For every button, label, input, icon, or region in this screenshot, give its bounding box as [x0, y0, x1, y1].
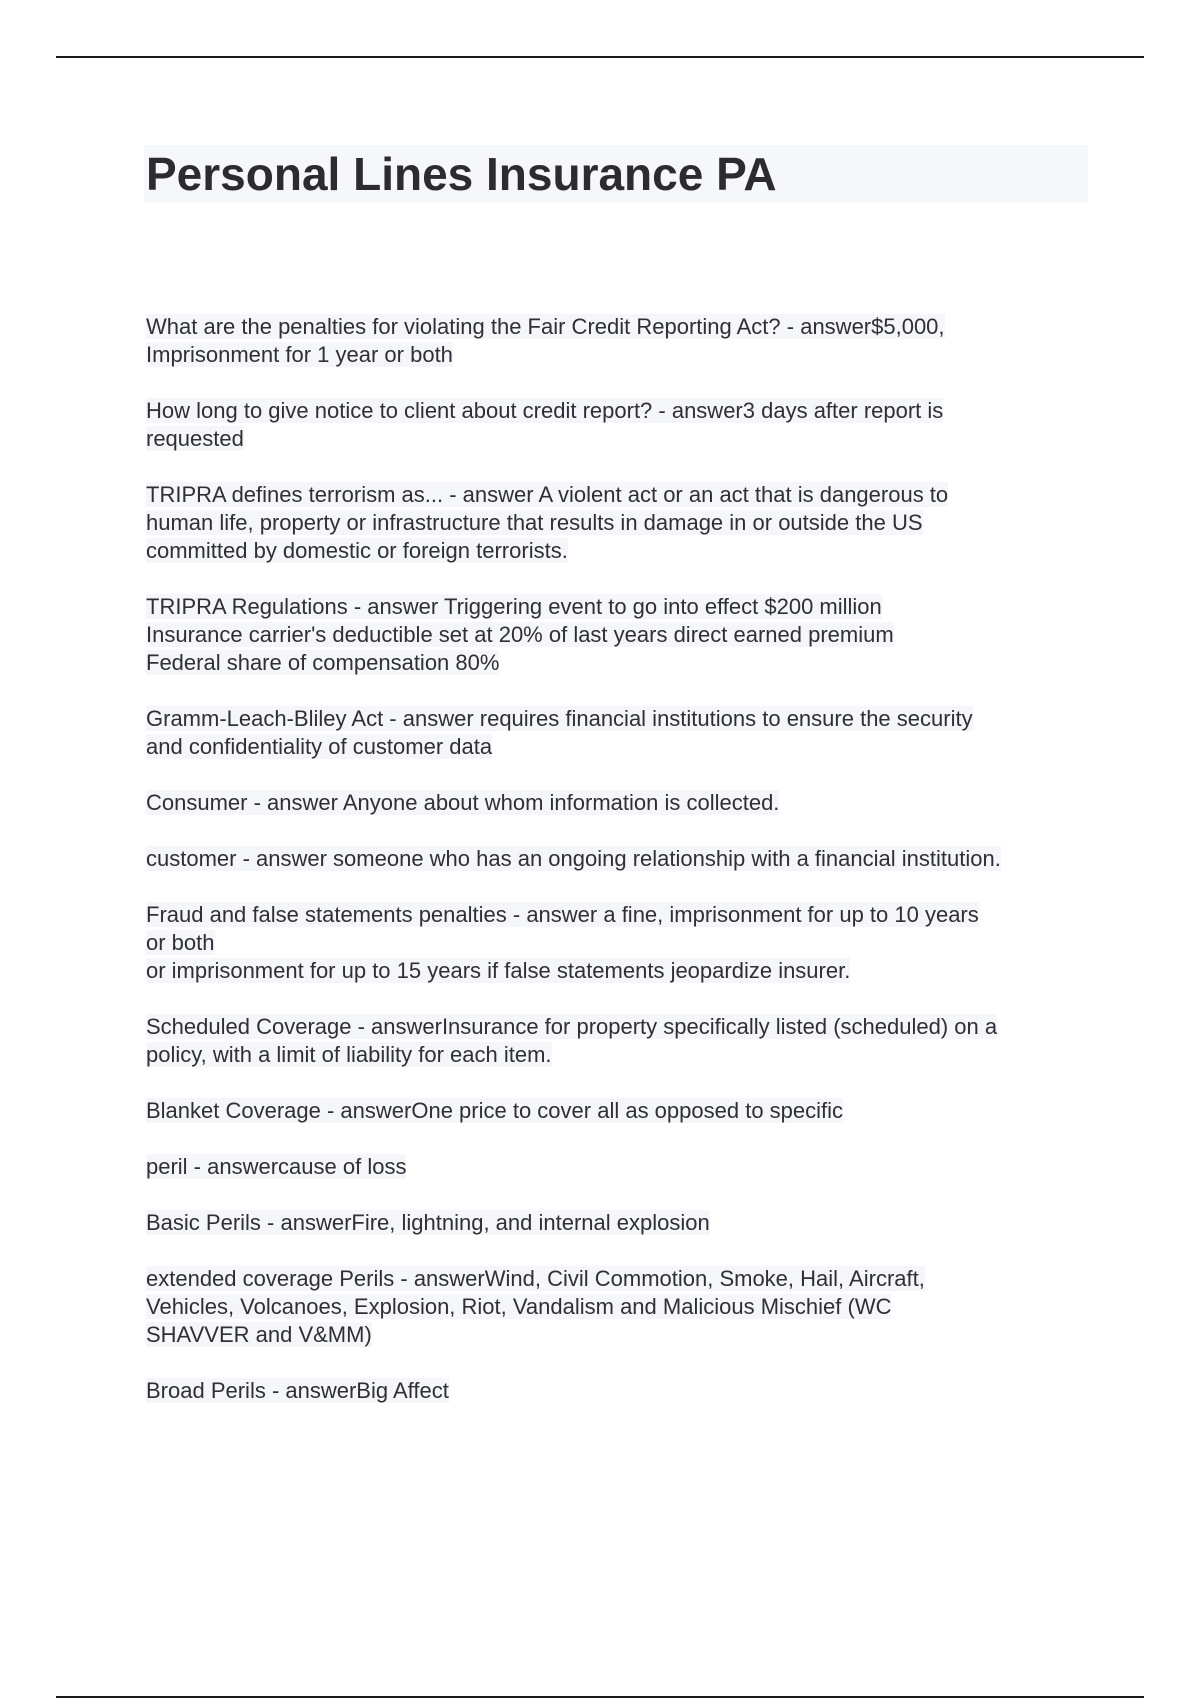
qa-item — [146, 481, 1096, 565]
qa-item — [146, 397, 1096, 453]
qa-line: peril - answercause of loss — [146, 1154, 407, 1179]
qa-item — [146, 1265, 1096, 1349]
qa-line: Fraud and false statements penalties - answer a fine, imprisonment for up to 10 years — [146, 902, 979, 927]
qa-item — [146, 1377, 1096, 1405]
qa-line: Consumer - answer Anyone about whom information is collected. — [146, 790, 780, 815]
qa-line: or imprisonment for up to 15 years if false statements jeopardize insurer. — [146, 958, 851, 983]
qa-line: Gramm-Leach-Bliley Act - answer requires financial institutions to ensure the security — [146, 706, 973, 731]
qa-line: How long to give notice to client about credit report? - answer3 days after report is — [146, 398, 944, 423]
qa-line: Broad Perils - answerBig Affect — [146, 1378, 449, 1403]
qa-line: SHAVVER and V&MM) — [146, 1322, 372, 1347]
qa-line: TRIPRA Regulations - answer Triggering event to go into effect $200 million — [146, 594, 882, 619]
qa-item — [146, 593, 1096, 677]
document-title: Personal Lines Insurance PA — [146, 148, 777, 200]
qa-item — [146, 789, 1096, 817]
qa-line: customer - answer someone who has an ongoing relationship with a financial institution. — [146, 846, 1001, 871]
top-divider — [56, 56, 1144, 58]
qa-line: policy, with a limit of liability for each item. — [146, 1042, 552, 1067]
bottom-divider — [56, 1696, 1144, 1698]
qa-line: or both — [146, 930, 215, 955]
qa-item — [146, 1153, 1096, 1181]
qa-item — [146, 1013, 1096, 1069]
qa-line: Federal share of compensation 80% — [146, 650, 500, 675]
qa-line: Insurance carrier's deductible set at 20% of last years direct earned premium — [146, 622, 894, 647]
qa-line: Vehicles, Volcanoes, Explosion, Riot, Vandalism and Malicious Mischief (WC — [146, 1294, 892, 1319]
qa-item — [146, 1097, 1096, 1125]
qa-line: Imprisonment for 1 year or both — [146, 342, 453, 367]
qa-item — [146, 845, 1096, 873]
qa-item — [146, 1209, 1096, 1237]
qa-item — [146, 313, 1096, 369]
qa-line: committed by domestic or foreign terrorists. — [146, 538, 568, 563]
qa-line: Basic Perils - answerFire, lightning, and internal explosion — [146, 1210, 710, 1235]
qa-list — [146, 313, 1096, 1405]
qa-line: Scheduled Coverage - answerInsurance for property specifically listed (scheduled) on a — [146, 1014, 998, 1039]
qa-line: requested — [146, 426, 244, 451]
qa-line: extended coverage Perils - answerWind, Civil Commotion, Smoke, Hail, Aircraft, — [146, 1266, 925, 1291]
qa-line: human life, property or infrastructure that results in damage in or outside the US — [146, 510, 923, 535]
qa-item — [146, 901, 1096, 985]
qa-line: Blanket Coverage - answerOne price to cover all as opposed to specific — [146, 1098, 844, 1123]
qa-line: What are the penalties for violating the Fair Credit Reporting Act? - answer$5,000, — [146, 314, 945, 339]
qa-line: and confidentiality of customer data — [146, 734, 493, 759]
qa-line: TRIPRA defines terrorism as... - answer A violent act or an act that is dangerous to — [146, 482, 949, 507]
qa-item — [146, 705, 1096, 761]
